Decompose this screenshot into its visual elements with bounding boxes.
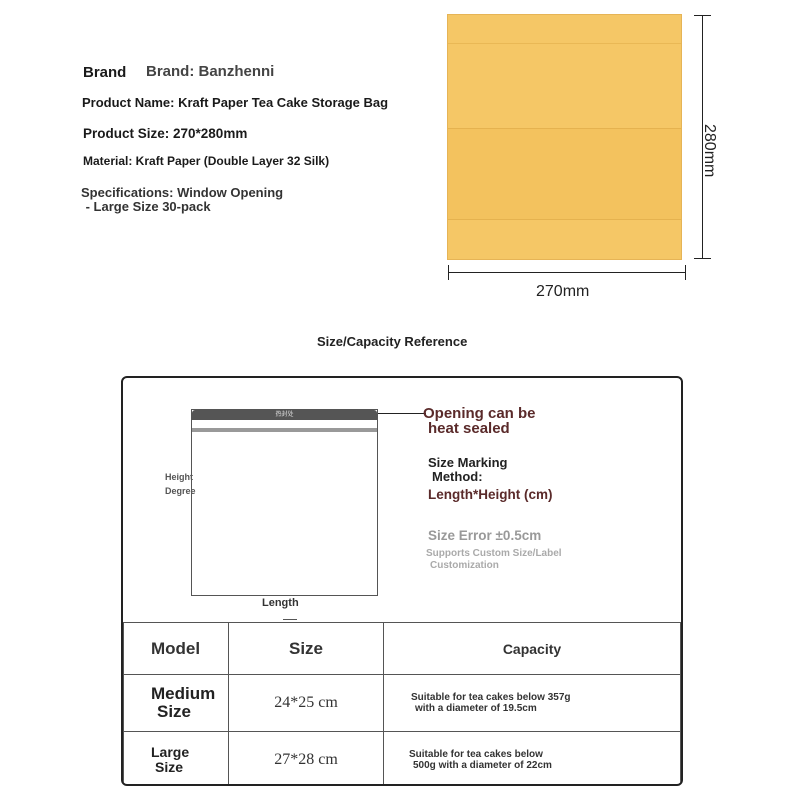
- row-medium-size: [229, 675, 384, 732]
- zip-strip: [192, 428, 377, 432]
- header-model-text: Model: [151, 638, 201, 658]
- row-large-capacity: [384, 732, 681, 787]
- model-line-1: Medium: [151, 684, 216, 703]
- height-label: 280mm: [701, 124, 718, 178]
- length-tick: [283, 619, 297, 620]
- header-size-text: Size: [288, 638, 324, 658]
- custom-note-1: Supports Custom Size/Label: [426, 548, 562, 559]
- heat-seal-note-1: Opening can be: [423, 405, 536, 422]
- model-line-1: Large: [151, 744, 190, 760]
- table-row: [124, 732, 681, 787]
- marking-label-1: Size Marking: [428, 455, 508, 470]
- window-area: [448, 128, 681, 220]
- height-dimension-cap-top: [694, 15, 711, 16]
- product-name: Product Name: Kraft Paper Tea Cake Storage Bag: [82, 95, 389, 110]
- zip-seal-line: [448, 43, 681, 44]
- brand-value: Brand: Banzhenni: [146, 63, 275, 80]
- kraft-bag-image: [447, 14, 682, 260]
- capacity-line-2: 500g with a diameter of 22cm: [413, 760, 552, 771]
- header-model: [124, 623, 229, 675]
- header-size: [229, 623, 384, 675]
- height-label-1: Height: [165, 472, 193, 482]
- width-dimension-cap-right: [685, 265, 686, 280]
- width-dimension-cap-left: [448, 265, 449, 280]
- spec-line-1: Specifications: Window Opening: [81, 185, 284, 200]
- height-label-2: Degree: [165, 486, 196, 496]
- table-header-row: [124, 623, 681, 675]
- marking-value: Length*Height (cm): [428, 487, 553, 502]
- header-capacity-text: Capacity: [502, 640, 562, 657]
- size-value: 27*28 cm: [274, 751, 338, 768]
- brand-label: Brand: [83, 64, 127, 81]
- row-medium-model: [124, 675, 229, 732]
- width-label: 270mm: [536, 283, 590, 300]
- bag-diagram: [191, 409, 378, 596]
- width-dimension-line: [448, 272, 686, 273]
- capacity-table: [123, 622, 681, 786]
- marking-label-2: Method:: [432, 469, 483, 484]
- heat-seal-tab: 热封处: [192, 410, 377, 420]
- size-reference-panel: [121, 376, 683, 786]
- product-size: Product Size: 270*280mm: [83, 126, 248, 141]
- row-large-size: [229, 732, 384, 787]
- custom-note-2: Customization: [430, 560, 499, 571]
- pointer-line: [378, 413, 426, 414]
- heat-seal-note-2: heat sealed: [428, 420, 510, 437]
- capacity-line-2: with a diameter of 19.5cm: [415, 703, 537, 714]
- model-line-2: Size: [157, 702, 192, 721]
- header-capacity: [384, 623, 681, 675]
- capacity-line-1: Suitable for tea cakes below 357g: [411, 692, 571, 703]
- material: Material: Kraft Paper (Double Layer 32 Silk): [83, 154, 330, 168]
- size-value: 24*25 cm: [274, 694, 338, 711]
- height-dimension-cap-bottom: [694, 258, 711, 259]
- section-title: Size/Capacity Reference: [317, 334, 468, 349]
- row-large-model: [124, 732, 229, 787]
- model-line-2: Size: [155, 759, 184, 775]
- capacity-line-1: Suitable for tea cakes below: [409, 749, 543, 760]
- table-row: [124, 675, 681, 732]
- length-label: Length: [262, 597, 299, 609]
- spec-line-2: - Large Size 30-pack: [82, 199, 211, 214]
- size-error: Size Error ±0.5cm: [428, 528, 542, 543]
- row-medium-capacity: [384, 675, 681, 732]
